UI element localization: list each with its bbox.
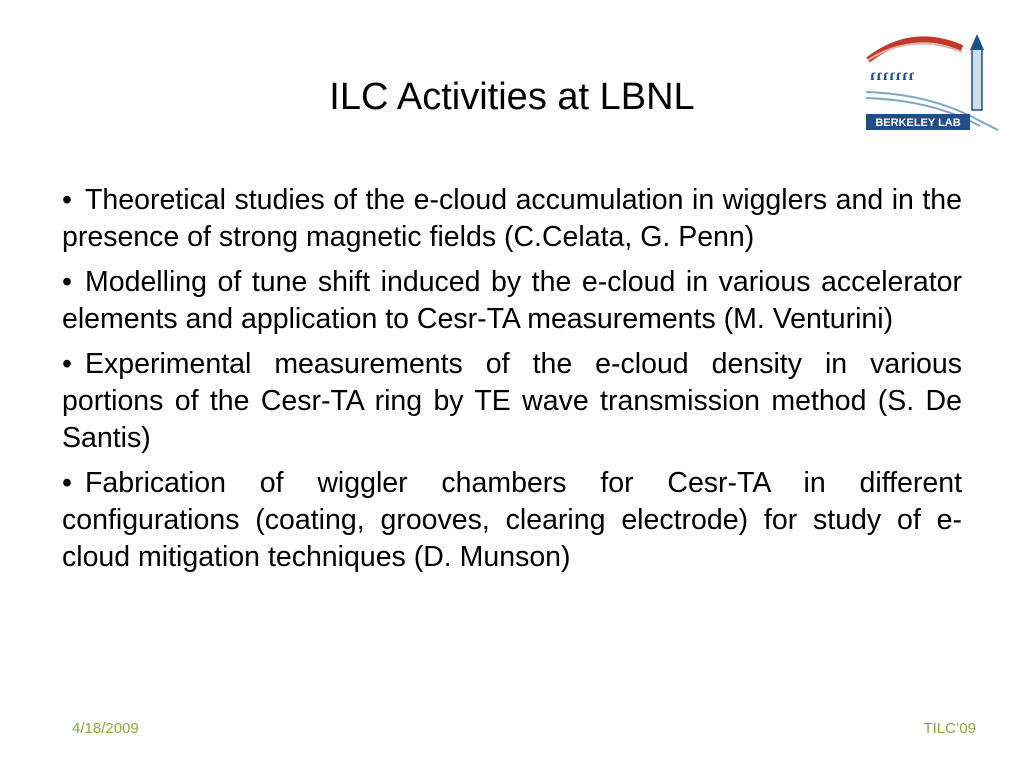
bullet-dot: • xyxy=(62,184,72,216)
bullet-item xyxy=(62,264,962,338)
bullet-item xyxy=(62,465,962,576)
bullet-list xyxy=(62,182,962,584)
berkeley-lab-logo xyxy=(862,30,1004,134)
bullet-text: Experimental measurements of the e-cloud density in various portions of the Cesr-TA ring by TE wave transmission method (S. De Santis) xyxy=(62,348,962,454)
bullet-item xyxy=(62,346,962,457)
bullet-dot: • xyxy=(62,467,72,499)
footer-conference: TILC’09 xyxy=(923,720,976,737)
bullet-text: Modelling of tune shift induced by the e-cloud in various accelerator elements and application to Cesr-TA measurements (M. Venturini) xyxy=(62,266,962,335)
svg-text:ɾɾɾɾɾɾɾ: ɾɾɾɾɾɾɾ xyxy=(870,67,915,84)
footer-date: 4/18/2009 xyxy=(72,720,139,737)
logo-columns xyxy=(870,67,915,84)
bullet-text: Theoretical studies of the e-cloud accumulation in wigglers and in the presence of strong magnetic fields (C.Celata, G. Penn) xyxy=(62,184,962,253)
bullet-dot: • xyxy=(62,266,72,298)
bullet-item xyxy=(62,182,962,256)
slide-title: ILC Activities at LBNL xyxy=(329,76,695,118)
bullet-text: Fabrication of wiggler chambers for Cesr-TA in different configurations (coating, grooves, clearing electrode) for study of e-cloud mitigation techniques (D. Munson) xyxy=(62,467,962,573)
logo-tower xyxy=(972,48,982,110)
logo-arc xyxy=(868,39,962,60)
logo-text: BERKELEY LAB xyxy=(875,117,961,129)
bullet-dot: • xyxy=(62,348,72,380)
